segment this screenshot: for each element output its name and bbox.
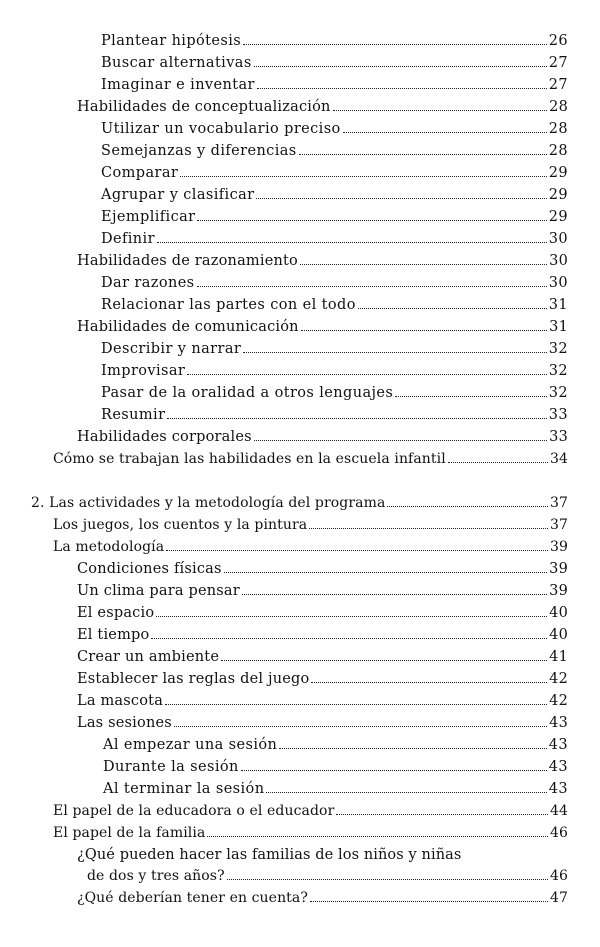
leader-dots	[187, 374, 546, 375]
leader-dots	[221, 660, 547, 661]
toc-entry-label: Improvisar	[101, 363, 186, 379]
toc-entry-label: El espacio	[77, 605, 155, 621]
toc-entry-label: Definir	[101, 231, 155, 247]
toc-entry-label: Habilidades de comunicación	[77, 319, 299, 335]
toc-entry	[103, 735, 568, 757]
toc-entry-label: Condiciones físicas	[77, 561, 222, 577]
toc-entry-page: 29	[548, 165, 568, 181]
toc-chapter-entry	[31, 493, 568, 515]
toc-entry-page: 46	[549, 868, 568, 884]
toc-entry-page: 43	[548, 737, 568, 753]
leader-dots	[387, 506, 548, 507]
toc-entry-page: 34	[549, 451, 568, 467]
leader-dots	[309, 528, 548, 529]
toc-entry	[101, 163, 568, 185]
toc-entry-label: La metodología	[53, 539, 165, 555]
toc-entry-label: Cómo se trabajan las habilidades en la escuela infantil	[53, 451, 446, 467]
toc-entry-page: 32	[548, 385, 568, 401]
toc-entry-page: 39	[549, 539, 568, 555]
toc-entry-label: El papel de la familia	[53, 825, 206, 841]
toc-entry	[77, 427, 568, 449]
leader-dots	[343, 132, 547, 133]
toc-entry-label: Plantear hipótesis	[101, 33, 242, 49]
toc-entry-page: 40	[549, 605, 568, 621]
toc-entry	[103, 779, 568, 801]
leader-dots	[197, 286, 547, 287]
toc-entry	[103, 757, 568, 779]
leader-dots	[156, 616, 547, 617]
leader-dots	[207, 836, 548, 837]
toc-entry-label: Los juegos, los cuentos y la pintura	[53, 517, 308, 533]
toc-entry-label: Dar razones	[101, 275, 195, 291]
leader-dots	[266, 792, 546, 793]
leader-dots	[241, 770, 547, 771]
leader-dots	[254, 440, 547, 441]
toc-entry-page: 43	[548, 781, 568, 797]
toc-chapter-label: 2. Las actividades y la metodología del programa	[31, 495, 386, 511]
toc-entry-label: La mascota	[77, 693, 164, 709]
leader-dots	[157, 242, 547, 243]
leader-dots	[301, 330, 547, 331]
toc-entry-page: 29	[548, 209, 568, 225]
toc-entry-label: Habilidades de conceptualización	[77, 99, 331, 115]
toc-entry-page: 33	[548, 407, 568, 423]
toc-entry-page: 43	[549, 715, 568, 731]
toc-entry	[101, 185, 568, 207]
toc-entry	[77, 581, 568, 603]
leader-dots	[310, 901, 548, 902]
toc-entry	[101, 273, 568, 295]
toc-entry-label: Comparar	[101, 165, 179, 181]
toc-entry-page: 31	[549, 319, 568, 335]
toc-entry-label: Ejemplificar	[101, 209, 196, 225]
leader-dots	[256, 198, 546, 199]
leader-dots	[242, 594, 547, 595]
toc-entry-page: 27	[548, 77, 568, 93]
toc-entry	[53, 801, 568, 823]
toc-entry	[101, 75, 568, 97]
toc-entry-page: 30	[548, 231, 568, 247]
leader-dots	[254, 66, 547, 67]
leader-dots	[333, 110, 548, 111]
leader-dots	[151, 638, 547, 639]
toc-entry-page: 28	[548, 121, 568, 137]
toc-entry-page: 37	[549, 495, 568, 511]
leader-dots	[311, 682, 547, 683]
toc-entry	[53, 823, 568, 845]
leader-dots	[257, 88, 547, 89]
toc-entry	[101, 339, 568, 361]
toc-entry-label: Describir y narrar	[101, 341, 242, 357]
toc-entry-label: Al terminar la sesión	[103, 781, 265, 797]
leader-dots	[336, 814, 548, 815]
toc-entry-page: 46	[549, 825, 568, 841]
toc-entry-label: Relacionar las partes con el todo	[101, 297, 356, 313]
leader-dots	[279, 748, 546, 749]
toc-entry	[101, 53, 568, 75]
toc-entry-label: Establecer las reglas del juego	[77, 671, 310, 687]
leader-dots	[197, 220, 546, 221]
toc-entry-page: 41	[549, 649, 568, 665]
toc-entry-page: 32	[548, 363, 568, 379]
toc-entry-page: 27	[548, 55, 568, 71]
toc-entry	[101, 207, 568, 229]
toc-entry	[87, 866, 568, 888]
toc-entry-label: El papel de la educadora o el educador	[53, 803, 335, 819]
toc-entry-label: Semejanzas y diferencias	[101, 143, 297, 159]
toc-entry-page: 30	[549, 253, 568, 269]
toc-entry-first-line: ¿Qué pueden hacer las familias de los niños y niñas	[77, 847, 462, 863]
toc-entry-page: 29	[548, 187, 568, 203]
toc-entry-label: Un clima para pensar	[77, 583, 240, 599]
leader-dots	[174, 726, 547, 727]
toc-entry-label: Utilizar un vocabulario preciso	[101, 121, 341, 137]
toc-entry-page: 39	[549, 583, 568, 599]
leader-dots	[299, 154, 547, 155]
toc-entry	[77, 647, 568, 669]
toc-entry-label: Crear un ambiente	[77, 649, 220, 665]
toc-entry	[101, 383, 568, 405]
toc-entry	[101, 229, 568, 251]
leader-dots	[227, 879, 548, 880]
toc-entry	[77, 251, 568, 273]
leader-dots	[395, 396, 547, 397]
toc-entry-label: Buscar alternativas	[101, 55, 252, 71]
toc-entry-page: 42	[549, 693, 568, 709]
leader-dots	[448, 462, 548, 463]
toc-entry-page: 47	[549, 890, 568, 906]
toc-entry-page: 33	[549, 429, 568, 445]
toc-entry-label: de dos y tres años?	[87, 868, 225, 884]
leader-dots	[243, 352, 547, 353]
toc-entry	[77, 317, 568, 339]
toc-entry	[53, 515, 568, 537]
toc-entry-page: 44	[549, 803, 568, 819]
toc-entry-page: 40	[549, 627, 568, 643]
toc-entry	[101, 31, 568, 53]
toc-entry-label: Imaginar e inventar	[101, 77, 255, 93]
toc-entry	[77, 669, 568, 691]
toc-entry-label: Al empezar una sesión	[103, 737, 278, 753]
toc-entry-label: Durante la sesión	[103, 759, 239, 775]
toc-entry	[101, 361, 568, 383]
toc-entry-page: 28	[548, 143, 568, 159]
leader-dots	[358, 308, 547, 309]
toc-entry	[53, 537, 568, 559]
toc-entry	[77, 97, 568, 119]
toc-entry-page: 30	[548, 275, 568, 291]
toc-entry	[53, 449, 568, 471]
toc-entry-page: 31	[548, 297, 568, 313]
toc-entry-page: 42	[549, 671, 568, 687]
toc-entry-page: 26	[548, 33, 568, 49]
toc-entry-page: 28	[549, 99, 568, 115]
toc-entry-label: El tiempo	[77, 627, 150, 643]
toc-entry-label: ¿Qué deberían tener en cuenta?	[77, 890, 308, 906]
leader-dots	[224, 572, 548, 573]
toc-entry-page: 43	[548, 759, 568, 775]
toc-entry	[101, 405, 568, 427]
toc-entry	[101, 295, 568, 317]
toc-entry	[77, 713, 568, 735]
toc-entry-page: 39	[549, 561, 568, 577]
toc-entry-label: Habilidades de razonamiento	[77, 253, 298, 269]
toc-entry	[77, 888, 568, 910]
leader-dots	[300, 264, 547, 265]
toc-entry-label: Pasar de la oralidad a otros lenguajes	[101, 385, 394, 401]
toc-entry-page: 37	[549, 517, 568, 533]
toc-entry-label: Resumir	[101, 407, 166, 423]
leader-dots	[167, 418, 546, 419]
toc-entry	[77, 603, 568, 625]
leader-dots	[166, 550, 548, 551]
leader-dots	[165, 704, 547, 705]
toc-entry-label: Habilidades corporales	[77, 429, 252, 445]
toc-entry	[77, 625, 568, 647]
leader-dots	[180, 176, 547, 177]
toc-entry	[101, 141, 568, 163]
toc-entry	[77, 691, 568, 713]
leader-dots	[243, 44, 547, 45]
toc-entry-label: Agrupar y clasificar	[101, 187, 255, 203]
toc-entry-page: 32	[548, 341, 568, 357]
toc-entry	[101, 119, 568, 141]
toc-entry	[77, 559, 568, 581]
toc-entry-label: Las sesiones	[77, 715, 172, 731]
